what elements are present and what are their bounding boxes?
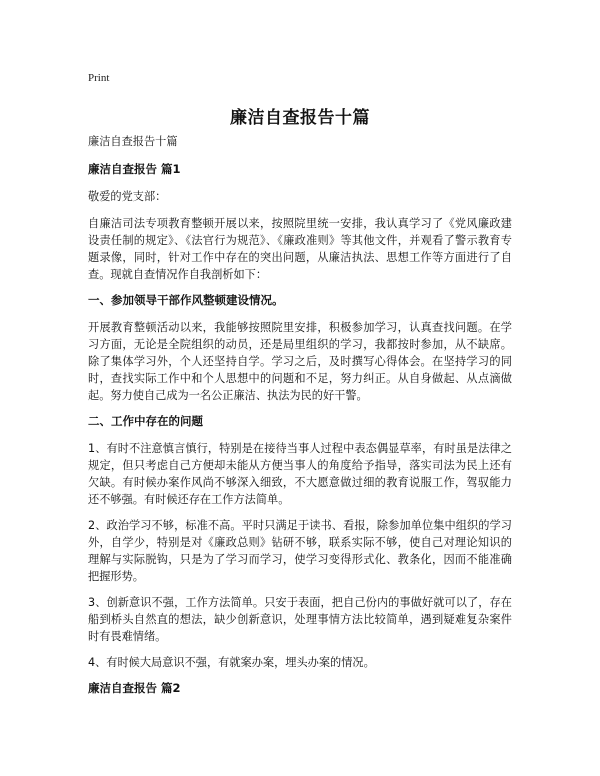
list-item: 1、有时不注意慎言慎行，特别是在接待当事人过程中表态偶显草率，有时虽是法律之规定，但只考虑自己方便却未能从方便当事人的角度给予指导，落实司法为民上还有欠缺。有时候办案作风尚不够深入细致，不大愿意做过细的教育说服工作，驾驭能力还不够强。有时候还存在工作方法简单。 bbox=[88, 442, 512, 506]
list-item: 4、有时候大局意识不强，有就案办案，埋头办案的情况。 bbox=[88, 656, 375, 669]
section-heading-2: 二、工作中存在的问题 bbox=[88, 414, 203, 428]
list-item: 3、创新意识不强，工作方法简单。只安于表面，把自己份内的事做好就可以了，存在船到桥头自然直的想法，缺少创新意识，处理事情方法比较简单，遇到疑难复杂案件时有畏难情绪。 bbox=[88, 596, 512, 643]
greeting: 敬爱的党支部： bbox=[88, 190, 167, 203]
intro-paragraph: 自廉洁司法专项教育整顿开展以来，按照院里统一安排，我认真学习了《党风廉政建设责任制的规定》、《法官行为规范》、《廉政准则》等其他文件，并观看了警示教育专题录像，同时，针对工作中存在的突出问题，从廉洁执法、思想工作等方面进行了自查。现就自查情况作自我剖析如下： bbox=[88, 217, 512, 281]
page-title: 廉洁自查报告十篇 bbox=[230, 108, 370, 128]
list-item: 2、政治学习不够，标准不高。平时只满足于读书、看报，除参加单位集中组织的学习外，自学少，特别是对《廉政总则》钻研不够，联系实际不够，使自己对理论知识的理解与实际脱钩，只是为了学习而学习，使学习变得形式化、教条化，因而不能准确把握形势。 bbox=[88, 519, 512, 583]
section-heading-1: 一、参加领导干部作风整顿建设情况。 bbox=[88, 293, 284, 307]
document-subtitle: 廉洁自查报告十篇 bbox=[88, 135, 178, 148]
section-1-paragraph: 开展教育整顿活动以来，我能够按照院里安排，积极参加学习，认真查找问题。在学习方面，无论是全院组织的动员，还是局里组织的学习，我都按时参加，从不缺席。除了集体学习外，个人还坚持自学。学习之后，及时撰写心得体会。在坚持学习的同时，查找实际工作中和个人思想中的问题和不足，努力纠正。从自身做起、从点滴做起。努力使自己成为一名公正廉洁、执法为民的好干警。 bbox=[88, 321, 512, 402]
print-label: Print bbox=[88, 72, 110, 84]
article-heading-2: 廉洁自查报告 篇2 bbox=[88, 681, 181, 695]
article-heading-1: 廉洁自查报告 篇1 bbox=[88, 162, 181, 176]
document-body bbox=[88, 133, 512, 707]
